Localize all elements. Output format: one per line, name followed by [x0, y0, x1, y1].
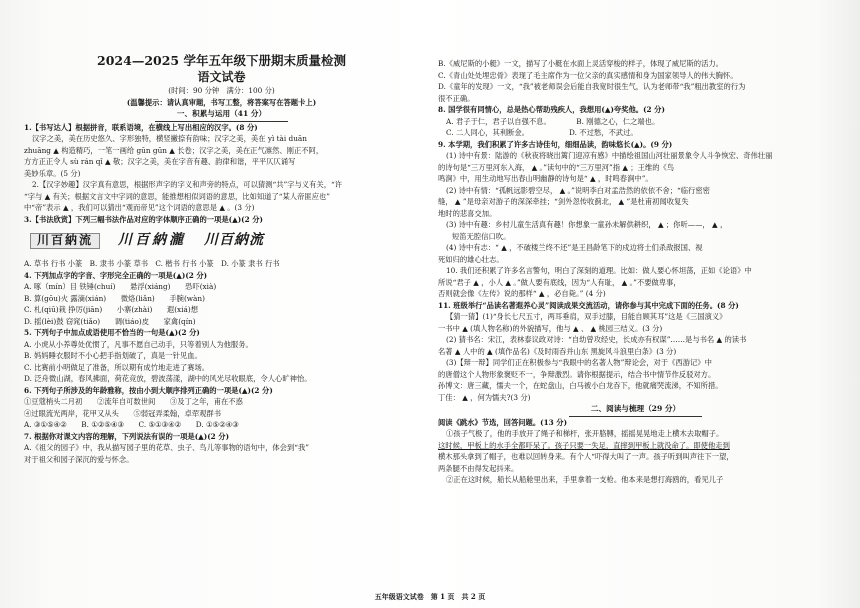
text-line: ①孩子气极了，他的手放开了绳子和梯杆，张开胳膊，摇摇晃晃地走上横木去取帽子。	[446, 429, 724, 438]
text-line: 7. 根据你对课文内容的理解，下列说法有误的一项是(▲)(2 分)	[24, 431, 230, 441]
text-line: (3) 诗中有趣：乡村儿童生活真有趣！你想象一童孙未解供耕织， ▲ ；你听——， ▲ ，	[446, 220, 728, 229]
text-line: 所说“君子 ▲ ，小人 ▲ 。”做人要有底线，因为“人有耻， ▲ 。”不要做卑事，	[438, 277, 681, 287]
text-line: 4. 下列加点字的字音、字形完全正确的一项是(▲)(2 分)	[24, 270, 208, 280]
text-line: 地时的悲喜交加。	[438, 208, 497, 218]
text-line: D.《童年的发现》一文，“我”被老师误会后能自我宽时很生气，认为老师带“我”粗出教室的行为	[438, 82, 746, 91]
text-line: C.《青山处处埋忠骨》表现了毛主席作为一位父亲的真实感情和身为国家领导人的伟大胸怀。	[438, 70, 738, 80]
text-line: 对于祖父和园子深沉的爱与怀念。	[24, 454, 134, 464]
text-line: (3)【辩一辩】同学们正在积极参与“我眼中的名著人物”辩论会，对于《西游记》中	[446, 358, 712, 367]
text-line: ②正在这时候，船长从船舱里出来，手里拿着一支枪。他本来是想打海鸥的，看见儿子	[446, 475, 724, 484]
text-line: 8. 国学很有同情心，总是热心帮助残疾人，我想用(▲)夸奖他。(2 分)	[438, 105, 665, 114]
left-questions	[24, 108, 419, 465]
text-line: 3.【书法欣赏】下列三幅书法作品对应的字体顺序正确的一项是(▲)(2 分)	[24, 214, 263, 224]
text-line: 的唐僧这个人物形象褒贬不一，争辩激烈。请你根据提示，结合书中情节作反驳对方。	[438, 369, 716, 379]
text-line: (1) 诗中有景：陆游的《秋夜将晓出篱门迎凉有感》中描绘祖国山河壮丽景象令人斗争恢宏、奇伟壮丽	[446, 151, 773, 160]
text-line: 死如归的雄心壮志。	[438, 254, 504, 264]
text-line: A. 君子于仁，君子以自强不息。 B. 刚德之心，仁之端也。	[446, 116, 660, 126]
text-line: (2) 猜书名：宋江，表林泰议政对诗：“自幼曾攻经史，长成亦有权谋”……是与书名 ▲ 的读书	[446, 335, 747, 344]
notice: (温馨提示：请认真审题，书写工整，将答案写在答题卡上)	[126, 97, 317, 107]
text-line: 短笛无腔信口吹。	[452, 231, 511, 241]
text-line: 方方正正令人 sù rán qǐ ▲ 敬；汉字之美，美在字音有趣、韵律和谐，平平仄仄诵写	[24, 157, 296, 166]
text-line: 的诗句是“三万里河东入海， ▲ 。”读句中的“三万里河”指 ▲ ；王维的《鸟	[438, 162, 675, 172]
text-line: 否则就会像《左传》说的那样“ ▲ ，必自毙。” (4 分)	[438, 289, 606, 298]
text-line: ④过眼流光两岸，花甲又从头 ⑤弱冠弄柔翰，卓荦观群书	[24, 408, 222, 418]
text-line: 阅读《跳水》节选，回答问题。(13 分)	[438, 417, 568, 427]
section-heading: 二、阅读与梳理（29 分）	[438, 403, 833, 417]
text-line: 中“帝”表示 ▲ ，我们可以猜出“观而帝见”这个词语的意思是 ▲ 。(3 分)	[24, 203, 255, 212]
text-line: ①豆蔻梢头二月初 ②流年自可数世间 ③及丁之年，甫在不惑	[24, 397, 243, 406]
text-line: 很不正确。	[438, 93, 475, 103]
text-line: B.《威尼斯的小艇》一文，描写了小艇在水面上灵活穿梭的样子，体现了威尼斯的活力。	[438, 59, 723, 68]
calligraphy-sample: 川百納流	[204, 232, 265, 249]
text-line: 缝， ▲ ”是母亲对游子的深深牵挂；“剑外忽传收蓟北， ▲ ”是杜甫初闻收复失	[438, 197, 689, 206]
text-line: (2) 诗中有情：“孤帆远影碧空尽， ▲ 。”说明李白对孟浩然的依依不舍；“临行密密	[446, 185, 710, 195]
right-column	[438, 58, 833, 486]
right-questions	[438, 58, 833, 486]
time-score: (时间：90 分钟 满分：100 分)	[168, 86, 275, 95]
calligraphy-sample: 川百納流	[30, 233, 100, 249]
text-line: C. 比赛前小明做足了准备，所以期有成竹地走进了赛场。	[24, 362, 210, 372]
text-line: 6. 下列句子所涉及的年龄雅称，按由小到大顺序排列正确的一项是(▲)(2 分)	[24, 385, 273, 395]
text-line: 2.【汉字妙趣】汉字真有意思，根据形声字的字义和声旁的特点，可以猜测“共”字与义有关，“许	[32, 180, 343, 189]
text-line: C. 二人同心，其利断金。 D. 不过愁，不武过。	[446, 128, 638, 137]
text-line: 9. 本学期，我们积累了许多古诗佳句，细细品读，韵味悠长(▲)。(9 分)	[438, 139, 673, 149]
section-heading: 一、积累与运用（41 分）	[24, 108, 419, 122]
text-line: 美妙乐章。(5 分)	[24, 168, 81, 178]
left-column	[24, 52, 419, 465]
text-line: D. 泛舟微山湖，春风拂面，荷花竞放，碧波荡漾，湖中的风光尽收眼底，令人心旷神怡。	[24, 374, 312, 383]
text-line: 孙博文：唐三藏，懦夫一个，在蛇盘山，白马被小白龙吞下，他就痛哭流涕，不知所措。	[438, 381, 723, 390]
text-line: 10. 我们还积累了许多名言警句，明白了深刻的道理。比如：做人要心怀坦荡，正如《论语》中	[446, 266, 752, 275]
exam-subtitle: 语文试卷	[197, 70, 246, 84]
text-line: 5. 下列句子中加点成语使用不恰当的一句是(▲)(2 分)	[24, 328, 200, 337]
text-line: 【猜一猜】(1)“身长七尺五寸，两耳垂肩，双手过膝，目能自顾其耳”这是《三国演义》	[446, 312, 727, 321]
text-line: C. 札(qiū)栽 挣厉(jiān) 小寨(zhài) 遐(xiá)想	[24, 305, 198, 314]
text-line: D. 摇(lèi)鼓 窃窕(tiǎo) 调(tiáo)皮 家禽(qín)	[24, 316, 196, 326]
text-line: B. 算(gōu)火 露滴(xián) 微烙(liǎn) 手腕(wàn)	[24, 293, 205, 303]
text-line: 丁佳： ▲ ，何为懦夫?(3 分)	[438, 392, 531, 402]
text-line: B. 妈妈睡衣服时不小心把手指划破了，真是一针见血。	[24, 351, 202, 360]
text-line: A. ③①⑤④② B. ①②⑤④③ C. ⑤①③④② D. ①⑤②④③	[24, 420, 239, 429]
text-line: A. 草书 行书 小篆 B. 隶书 小篆 草书 C. 楷书 行书 小篆 D. 小篆 隶书 行书	[24, 259, 280, 268]
text-line: 鸣涧》中，用生动地写出春山明幽静的诗句是“ ▲ ，时鸣春涧中”。	[438, 174, 653, 183]
text-line: A. 小虎从小养尊处优惯了，凡事不愿自己动手，只等着别人为他服务。	[24, 339, 253, 349]
text-line: 11. 班级举行“品读名著遐养心灵”阅读成果交流活动，请你参与其中完成下面的任务。(8 分)	[438, 300, 739, 310]
text-line: “字与 ▲ 有关；根据文言文中字词的意思，能推想相似词语的意思，比如知道了“某人帝匪应也”	[24, 191, 331, 201]
text-line: 汉字之美，美在历史悠久、字形独特，横竖撇捺有韵味；汉字之美，美在 yì tài duān	[32, 134, 307, 143]
text-line: A. 啄（mín）目 铁锤(chuí) 悬浮(xiáng) 恐吓(xià)	[24, 282, 217, 291]
text-line: (4) 诗中有志：“ ▲ ，不破楼兰终不还”是王昌龄笔下的戍边将士们杀敌报国、视	[446, 243, 703, 252]
calligraphy-sample: 川百納瀧	[118, 232, 187, 249]
text-line: 这时候，甲板上的水手全都吓呆了。孩子只要一失足，直摔到甲板上就没命了。即使他走到	[438, 440, 730, 450]
exam-title: 2024—2025 学年五年级下册期末质量检测	[97, 53, 346, 68]
text-line: 1.【书写达人】根据拼音，联系语境，在横线上写出相应的汉字。(8 分)	[24, 122, 258, 132]
text-line: 一书中 ▲ (填人物名称)的外貌描写，他与 ▲ 、 ▲ 桃园三结义。(3 分)	[438, 323, 663, 333]
text-line: 两条腿不由得发起抖来。	[438, 463, 519, 473]
text-line: A.《祖父的园子》中，我从描写园子里的花草、虫子、鸟儿等事物的语句中，体会到“我”	[24, 443, 310, 452]
calligraphy-samples	[24, 227, 419, 255]
page-footer: 五年级语文试卷 第 1 页 共 2 页	[374, 592, 486, 601]
text-line: 横木那头拿到了帽子，也难以回转身来。有个人“吓得大叫了一声。孩子听到叫声往下一望，	[438, 452, 734, 461]
text-line: zhuāng ▲ 构造精巧，一笔一画给 gūn gūn ▲ 长卷；汉字之美，美在正气凛然、刚正不阿，	[24, 145, 324, 155]
text-line: 名著 ▲ 人中的 ▲ (填作品名)《及时雨吞并山东 黑旋风斗浪里白条》(3 分)	[438, 346, 677, 356]
